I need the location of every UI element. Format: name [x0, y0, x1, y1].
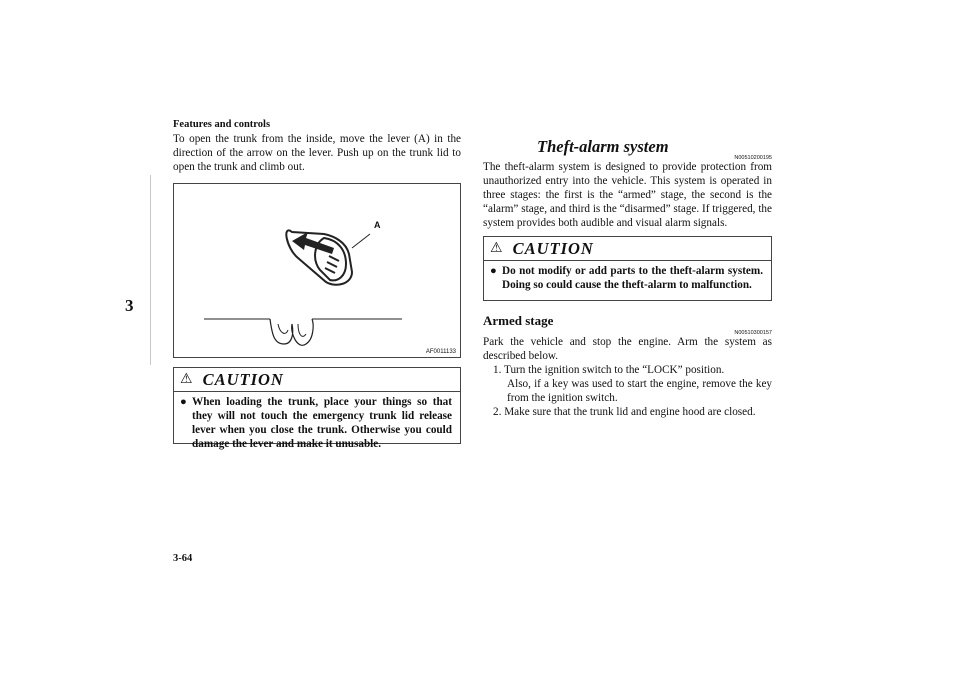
trunk-release-intro: To open the trunk from the inside, move the lever (A) in the direction of the arrow on the lever. Push up on the trunk lid to open the trunk and climb out. [173, 133, 461, 173]
caution-title: CAUTION [202, 370, 284, 389]
warning-triangle-icon: ⚠ [180, 372, 193, 387]
section-title: Theft-alarm system [537, 137, 669, 156]
trunk-lever-figure [173, 183, 461, 358]
caution-text: When loading the trunk, place your things so that they will not touch the emergency trunk lid release lever when you close the trunk. Otherwise you could damage the lever and make it unusable. [192, 396, 452, 450]
list-item [493, 363, 772, 377]
trunk-caution-box [173, 367, 461, 450]
section-header: Features and controls [173, 119, 271, 130]
caution-body [180, 395, 452, 451]
caution-heading [180, 369, 284, 391]
caution-body [490, 264, 763, 292]
armed-stage-code: N00510300157 [734, 330, 772, 336]
theft-alarm-intro: The theft-alarm system is designed to provide protection from unauthorized entry into the vehicle. This system is operated in three stages: the first is the “armed” stage, the second is the “alarm” stage, and third is the “disarmed” stage. If triggered, the system provides both audible and visual alarm signals. [483, 161, 772, 229]
chapter-divider [150, 175, 151, 365]
caution-divider [174, 391, 460, 392]
caution-text: Do not modify or add parts to the theft-alarm system. Doing so could cause the theft-alarm to malfunction. [502, 265, 763, 291]
list-item [493, 405, 772, 419]
theft-alarm-caution-box [483, 236, 772, 301]
section-code: N00510200195 [734, 155, 772, 161]
warning-triangle-icon: ⚠ [490, 241, 503, 256]
chapter-tab: 3 [125, 296, 134, 315]
caution-heading [490, 238, 594, 260]
step-text: Turn the ignition switch to the “LOCK” position. [504, 364, 725, 376]
armed-stage-intro: Park the vehicle and stop the engine. Arm the system as described below. [483, 336, 772, 362]
step-subtext: Also, if a key was used to start the engine, remove the key from the ignition switch. [507, 378, 772, 404]
figure-code: AF0011133 [425, 349, 456, 355]
caution-title: CAUTION [512, 239, 594, 258]
bullet-icon: ● [180, 396, 187, 408]
step-number: 1. [493, 364, 502, 376]
figure-label-a: A [374, 220, 381, 230]
step-number: 2. [493, 406, 502, 418]
caution-divider [484, 260, 771, 261]
step-text: Make sure that the trunk lid and engine hood are closed. [504, 406, 756, 418]
trunk-lever-illustration [174, 184, 460, 357]
page-number: 3-64 [173, 553, 193, 564]
armed-stage-title: Armed stage [483, 313, 554, 328]
bullet-icon: ● [490, 265, 497, 277]
